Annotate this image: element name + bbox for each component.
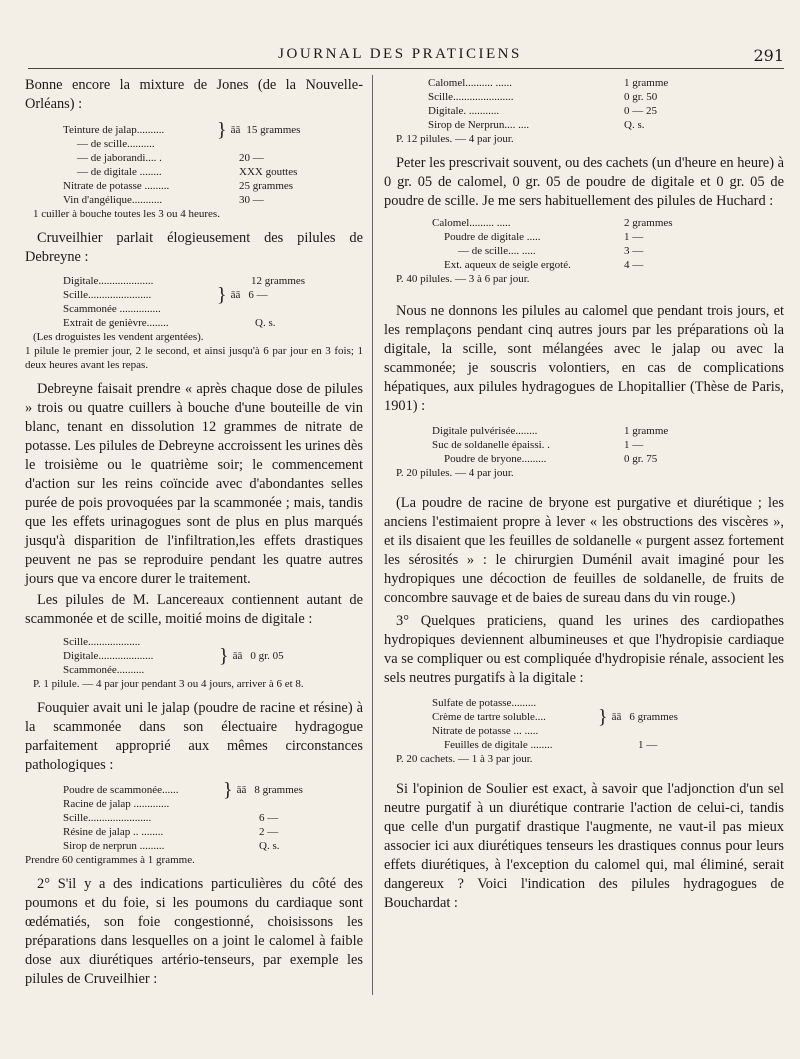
quantity: 3 —	[624, 245, 644, 257]
ingredient: Résine de jalap .. ........	[63, 826, 164, 838]
ingredient: Poudre de scammonée......	[63, 784, 179, 796]
ingredient: — de scille.... .....	[458, 245, 536, 257]
ingredient: Poudre de bryone.........	[444, 453, 547, 465]
quantity: 0 gr. 75	[624, 453, 658, 465]
ingredient: Digitale. ...........	[428, 105, 500, 117]
ingredient: Crème de tartre soluble....	[432, 711, 546, 723]
ingredient: — de digitale ........	[77, 166, 162, 178]
ingredient: Vin d'angélique...........	[63, 194, 163, 206]
dosage-note: P. 12 pilules. — 4 par jour.	[396, 133, 514, 145]
formula-debreyne: Digitale.................... 12 grammes Scille....................... } āā 6 — Scammonée ............... Extrait de genièvre........ Q. s.	[63, 275, 306, 329]
quantity: 6 —	[248, 289, 268, 301]
quantity: 20 —	[239, 152, 264, 164]
quantity: 1 gramme	[624, 425, 669, 437]
quantity: 0 — 25	[624, 105, 657, 117]
paragraph-cruveilhier: Cruveilhier parlait élogieusement des pilules de Debreyne :	[25, 230, 363, 265]
aa-marker: āā	[230, 289, 241, 301]
dosage-note: P. 20 pilules. — 4 par jour.	[396, 467, 514, 479]
ingredient: Extrait de genièvre........	[63, 317, 169, 329]
formula-note: (Les droguistes les vendent argentées).	[33, 331, 204, 343]
ingredient: Feuilles de digitale ........	[444, 739, 553, 751]
ingredient: Racine de jalap .............	[63, 798, 170, 810]
dosage-note: P. 1 pilule. — 4 par jour pendant 3 ou 4 jours, arriver à 6 et 8.	[33, 678, 304, 690]
quantity: 0 gr. 50	[624, 91, 658, 103]
ingredient: Scammonée..........	[63, 664, 145, 676]
ingredient: Scille.......................	[63, 289, 152, 301]
ingredient: Scille.......................	[63, 812, 152, 824]
ingredient: Nitrate de potasse ... .....	[432, 725, 539, 737]
ingredient: Poudre de digitale .....	[444, 231, 541, 243]
formula-sels-digitale: Sulfate de potasse......... Crème de tartre soluble.... } āā 6 grammes Nitrate de potasse ... ..... Feuilles de digitale ........ 1 —	[432, 697, 678, 751]
quantity: 2 grammes	[624, 217, 673, 229]
quantity: 8 grammes	[254, 784, 303, 796]
formula-lancereaux: Scille................... Digitale.................... } āā 0 gr. 05 Scammonée..........	[63, 636, 284, 676]
column-divider	[372, 75, 373, 995]
quantity: 15 grammes	[246, 124, 301, 136]
page-header	[0, 44, 800, 68]
ingredient: Scille...................	[63, 636, 141, 648]
aa-marker: āā	[611, 711, 622, 723]
paragraph-soulier: Si l'opinion de Soulier est exact, à savoir que l'adjonction d'un sel neutre purgatif à un diurétique contrarie l'action de celui-ci, tandis que celle d'un purgatif drastique l'augmente, ne vaut-il pas mieux associer ici aux diurétiques tenseurs les drastiques connus pour leurs effets diurétiques, à l'exception du calomel qui, mal éliminé, serait dangereux ? Voici l'indication des pilules hydragogues de Bouchardat :	[384, 781, 784, 911]
quantity: 1 —	[624, 231, 644, 243]
formula-fouquier: Poudre de scammonée...... } āā 8 grammes Racine de jalap ............. Scille....................... 6 — Résine de jalap .. ........ 2 — Sirop de nerprun ......... Q. s.	[63, 779, 303, 852]
formula-jones: Teinture de jalap.......... } āā 15 grammes — de scille.......... — de jaborandi.... . 20 — — de digitale ........ XXX gouttes Nitrate de potasse ......... 25 grammes Vin d'angélique........... 30 —	[63, 119, 301, 206]
quantity: XXX gouttes	[239, 166, 298, 178]
formula-huchard	[432, 216, 784, 272]
paragraph-calomel: Nous ne donnons les pilules au calomel que pendant trois jours, et les remplaçons pendant cinq autres jours par les préparations où la digitale, la scille, sont mélangées avec le jalap ou avec la scammonée; je souscris volontiers, en cas de complications hépatiques, aux pilules hydragogues de Lhopitallier (Thèse de Paris, 1901) :	[384, 303, 784, 414]
left-column	[25, 76, 363, 989]
quantity: 12 grammes	[251, 275, 306, 287]
quantity: 6 —	[259, 812, 279, 824]
paragraph-bryone: (La poudre de racine de bryone est purgative et diurétique ; les anciens l'estimaient propre à lever « les obstructions des viscères », et ils disaient que les feuilles de soldanelle « purgent assez fortement les sérosités » : le chirurgien Duménil avait imaginé pour les hydropiques une décoction de feuilles de soldanelle, de fruits de concombre sauvage et de baies de sureau dans du vin rouge.)	[384, 495, 784, 606]
quantity: 1 —	[624, 439, 644, 451]
ingredient: Teinture de jalap..........	[63, 124, 165, 136]
ingredient: Sulfate de potasse.........	[432, 697, 537, 709]
paragraph-indications: 2° S'il y a des indications particulières du côté des poumons et du foie, si les poumons du cardiaque sont œdématiés, son foie congestionné, choisissons les préparations dans lesquelles on a joint le calomel à faible dose aux diurétiques artério-tenseurs, par exemple les pilules de Cruveilhier :	[25, 876, 363, 987]
paragraph-lancereaux: Les pilules de M. Lancereaux contiennent autant de scammonée et de scille, moitié moins de digitale :	[25, 592, 363, 627]
quantity: 2 —	[259, 826, 279, 838]
quantity: 1 —	[638, 739, 658, 751]
dosage-note: Prendre 60 centigrammes à 1 gramme.	[25, 854, 195, 866]
ingredient: Scille......................	[428, 91, 514, 103]
paragraph-peter: Peter les prescrivait souvent, ou des cachets (un d'heure en heure) à 0 gr. 05 de calomel, 0 gr. 05 de poudre de digitale et 0 gr. 05 de poudre de scille. Je me sers habituellement des pilules de Huchard :	[384, 155, 784, 209]
ingredient: Nitrate de potasse .........	[63, 180, 170, 192]
aa-marker: āā	[230, 124, 241, 136]
paragraph-debreyne: Debreyne faisait prendre « après chaque dose de pilules » trois ou quatre cuillers à bouche d'une bouteille de vin blanc, tenant en dissolution 12 grammes de nitrate de potasse. Les pilules de Debreyne accroissent les urines dès le troisième ou le quatrième soir; le commencement d'action sur les reins coïncide avec d'abondantes selles purée de pois provoquées par la scammonée ; mais, tandis que les effets urinagogues sont de plus en plus marqués jusqu'à disparition de l'infiltration,les effets drastiques peuvent ne pas se reproduire pendant les quatre autres jours que va encore durer le traitement.	[25, 381, 363, 587]
ingredient: Digitale....................	[63, 650, 154, 662]
quantity: 6 grammes	[629, 711, 678, 723]
aa-marker: āā	[232, 650, 243, 662]
paragraph-sels-neutres: 3° Quelques praticiens, quand les urines des cardiopathes hydropiques deviennent albumineuses et que l'hydropisie cardiaque va se compliquer ou est compliquée d'hydropisie rénale, associent les sels neutres purgatifs à la digitale :	[384, 613, 784, 686]
quantity: Q. s.	[624, 119, 645, 131]
page-number: 291	[753, 46, 784, 65]
quantity: 25 grammes	[239, 180, 294, 192]
paragraph-fouquier: Fouquier avait uni le jalap (poudre de racine et résine) à la scammonée dans son électuaire hydragogue parfaitement approprié aux mêmes circonstances pathologiques :	[25, 700, 363, 773]
ingredient: Sirop de Nerprun.... ....	[428, 119, 530, 131]
ingredient: Suc de soldanelle épaissi. .	[432, 439, 550, 451]
quantity: Q. s.	[255, 317, 276, 329]
quantity: 4 —	[624, 259, 644, 271]
ingredient: Digitale pulvérisée........	[432, 425, 538, 437]
quantity: 1 gramme	[624, 77, 669, 89]
ingredient: Digitale....................	[63, 275, 154, 287]
formula-cruveilhier	[428, 76, 784, 132]
dosage-note: 1 cuiller à bouche toutes les 3 ou 4 heures.	[33, 208, 220, 220]
journal-title: JOURNAL DES PRATICIENS	[278, 46, 522, 62]
dosage-note: 1 pilule le premier jour, 2 le second, et ainsi jusqu'à 6 par jour en 3 fois; 1 deux heures avant les repas.	[25, 345, 363, 371]
ingredient: Ext. aqueux de seigle ergoté.	[444, 259, 571, 271]
formula-lhopitallier	[432, 424, 784, 466]
ingredient: Calomel......... .....	[432, 217, 511, 229]
dosage-note: P. 40 pilules. — 3 à 6 par jour.	[396, 273, 530, 285]
aa-marker: āā	[236, 784, 247, 796]
ingredient: Sirop de nerprun .........	[63, 840, 165, 852]
right-column	[384, 76, 784, 913]
quantity: 0 gr. 05	[250, 650, 284, 662]
paragraph-jones: Bonne encore la mixture de Jones (de la Nouvelle-Orléans) :	[25, 77, 363, 112]
ingredient: Scammonée ...............	[63, 303, 161, 315]
ingredient: — de jaborandi.... .	[77, 152, 162, 164]
ingredient: — de scille..........	[77, 138, 155, 150]
dosage-note: P. 20 cachets. — 1 à 3 par jour.	[396, 753, 533, 765]
quantity: 30 —	[239, 194, 264, 206]
header-rule	[28, 68, 784, 69]
quantity: Q. s.	[259, 840, 280, 852]
ingredient: Calomel.......... ......	[428, 77, 513, 89]
